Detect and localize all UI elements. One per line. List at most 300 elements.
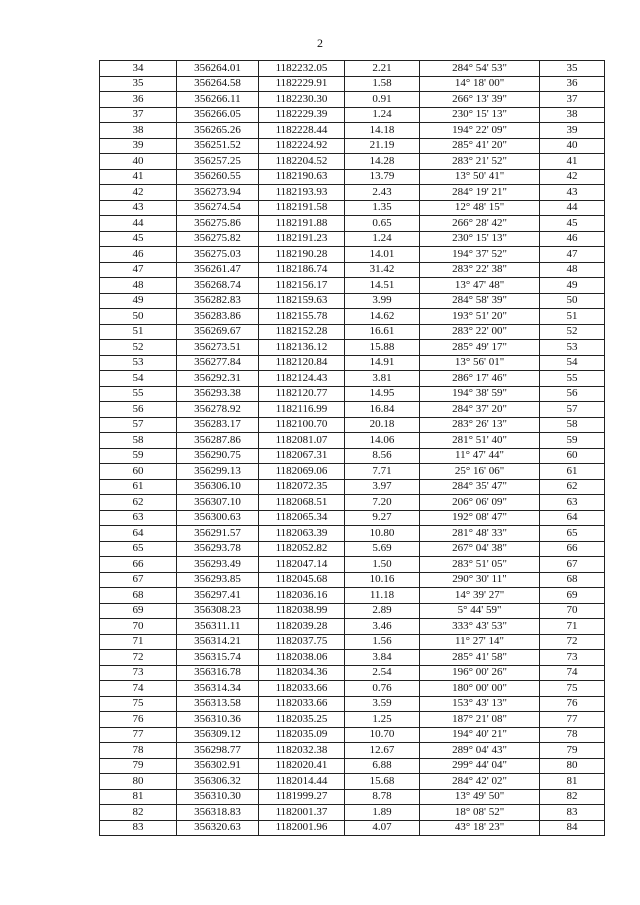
distance-cell: 15.88 xyxy=(345,340,420,356)
next-point-cell: 64 xyxy=(540,510,605,526)
point-number-cell: 73 xyxy=(100,665,177,681)
y-coordinate-cell: 1182232.05 xyxy=(259,61,345,77)
y-coordinate-cell: 1182034.36 xyxy=(259,665,345,681)
y-coordinate-cell: 1182120.77 xyxy=(259,386,345,402)
distance-cell: 31.42 xyxy=(345,262,420,278)
table-row xyxy=(100,123,605,139)
point-number-cell: 70 xyxy=(100,619,177,635)
bearing-cell: 266° 28' 42" xyxy=(420,216,540,232)
point-number-cell: 39 xyxy=(100,138,177,154)
next-point-cell: 53 xyxy=(540,340,605,356)
y-coordinate-cell: 1182081.07 xyxy=(259,433,345,449)
table-row xyxy=(100,340,605,356)
point-number-cell: 40 xyxy=(100,154,177,170)
point-number-cell: 37 xyxy=(100,107,177,123)
next-point-cell: 83 xyxy=(540,805,605,821)
x-coordinate-cell: 356310.30 xyxy=(177,789,259,805)
distance-cell: 1.89 xyxy=(345,805,420,821)
distance-cell: 21.19 xyxy=(345,138,420,154)
bearing-cell: 11° 27' 14" xyxy=(420,634,540,650)
point-number-cell: 36 xyxy=(100,92,177,108)
bearing-cell: 11° 47' 44" xyxy=(420,448,540,464)
x-coordinate-cell: 356293.38 xyxy=(177,386,259,402)
point-number-cell: 69 xyxy=(100,603,177,619)
point-number-cell: 77 xyxy=(100,727,177,743)
y-coordinate-cell: 1182224.92 xyxy=(259,138,345,154)
distance-cell: 10.16 xyxy=(345,572,420,588)
table-row xyxy=(100,603,605,619)
point-number-cell: 55 xyxy=(100,386,177,402)
y-coordinate-cell: 1182193.93 xyxy=(259,185,345,201)
point-number-cell: 44 xyxy=(100,216,177,232)
table-row xyxy=(100,355,605,371)
x-coordinate-cell: 356320.63 xyxy=(177,820,259,836)
distance-cell: 0.91 xyxy=(345,92,420,108)
bearing-cell: 283° 21' 52" xyxy=(420,154,540,170)
distance-cell: 10.80 xyxy=(345,526,420,542)
bearing-cell: 194° 37' 52" xyxy=(420,247,540,263)
y-coordinate-cell: 1181999.27 xyxy=(259,789,345,805)
next-point-cell: 47 xyxy=(540,247,605,263)
bearing-cell: 194° 40' 21" xyxy=(420,727,540,743)
next-point-cell: 50 xyxy=(540,293,605,309)
next-point-cell: 66 xyxy=(540,541,605,557)
x-coordinate-cell: 356306.10 xyxy=(177,479,259,495)
x-coordinate-cell: 356265.26 xyxy=(177,123,259,139)
next-point-cell: 46 xyxy=(540,231,605,247)
x-coordinate-cell: 356297.41 xyxy=(177,588,259,604)
table-row xyxy=(100,495,605,511)
table-row xyxy=(100,92,605,108)
y-coordinate-cell: 1182068.51 xyxy=(259,495,345,511)
next-point-cell: 56 xyxy=(540,386,605,402)
next-point-cell: 72 xyxy=(540,634,605,650)
distance-cell: 0.76 xyxy=(345,681,420,697)
next-point-cell: 51 xyxy=(540,309,605,325)
distance-cell: 3.99 xyxy=(345,293,420,309)
table-row xyxy=(100,293,605,309)
table-row xyxy=(100,820,605,836)
distance-cell: 6.88 xyxy=(345,758,420,774)
table-row xyxy=(100,758,605,774)
bearing-cell: 206° 06' 09" xyxy=(420,495,540,511)
bearing-cell: 267° 04' 38" xyxy=(420,541,540,557)
point-number-cell: 83 xyxy=(100,820,177,836)
distance-cell: 0.65 xyxy=(345,216,420,232)
x-coordinate-cell: 356283.86 xyxy=(177,309,259,325)
x-coordinate-cell: 356316.78 xyxy=(177,665,259,681)
x-coordinate-cell: 356293.78 xyxy=(177,541,259,557)
bearing-cell: 12° 48' 15" xyxy=(420,200,540,216)
next-point-cell: 70 xyxy=(540,603,605,619)
point-number-cell: 46 xyxy=(100,247,177,263)
point-number-cell: 64 xyxy=(100,526,177,542)
next-point-cell: 45 xyxy=(540,216,605,232)
x-coordinate-cell: 356307.10 xyxy=(177,495,259,511)
y-coordinate-cell: 1182001.96 xyxy=(259,820,345,836)
y-coordinate-cell: 1182191.23 xyxy=(259,231,345,247)
x-coordinate-cell: 356269.67 xyxy=(177,324,259,340)
bearing-cell: 43° 18' 23" xyxy=(420,820,540,836)
x-coordinate-cell: 356302.91 xyxy=(177,758,259,774)
table-row xyxy=(100,200,605,216)
x-coordinate-cell: 356260.55 xyxy=(177,169,259,185)
y-coordinate-cell: 1182136.12 xyxy=(259,340,345,356)
y-coordinate-cell: 1182190.63 xyxy=(259,169,345,185)
point-number-cell: 61 xyxy=(100,479,177,495)
next-point-cell: 79 xyxy=(540,743,605,759)
bearing-cell: 283° 51' 05" xyxy=(420,557,540,573)
table-row xyxy=(100,169,605,185)
distance-cell: 3.84 xyxy=(345,650,420,666)
point-number-cell: 50 xyxy=(100,309,177,325)
bearing-cell: 230° 15' 13" xyxy=(420,107,540,123)
distance-cell: 14.91 xyxy=(345,355,420,371)
distance-cell: 5.69 xyxy=(345,541,420,557)
table-row xyxy=(100,650,605,666)
x-coordinate-cell: 356310.36 xyxy=(177,712,259,728)
page-number: 2 xyxy=(317,36,323,50)
y-coordinate-cell: 1182116.99 xyxy=(259,402,345,418)
x-coordinate-cell: 356300.63 xyxy=(177,510,259,526)
next-point-cell: 60 xyxy=(540,448,605,464)
point-number-cell: 72 xyxy=(100,650,177,666)
y-coordinate-cell: 1182204.52 xyxy=(259,154,345,170)
distance-cell: 2.89 xyxy=(345,603,420,619)
bearing-cell: 180° 00' 00" xyxy=(420,681,540,697)
x-coordinate-cell: 356318.83 xyxy=(177,805,259,821)
distance-cell: 14.18 xyxy=(345,123,420,139)
next-point-cell: 37 xyxy=(540,92,605,108)
distance-cell: 20.18 xyxy=(345,417,420,433)
distance-cell: 15.68 xyxy=(345,774,420,790)
y-coordinate-cell: 1182037.75 xyxy=(259,634,345,650)
distance-cell: 14.95 xyxy=(345,386,420,402)
x-coordinate-cell: 356268.74 xyxy=(177,278,259,294)
distance-cell: 7.20 xyxy=(345,495,420,511)
bearing-cell: 13° 56' 01" xyxy=(420,355,540,371)
distance-cell: 1.50 xyxy=(345,557,420,573)
next-point-cell: 36 xyxy=(540,76,605,92)
point-number-cell: 65 xyxy=(100,541,177,557)
table-row xyxy=(100,371,605,387)
x-coordinate-cell: 356266.11 xyxy=(177,92,259,108)
distance-cell: 1.58 xyxy=(345,76,420,92)
bearing-cell: 284° 37' 20" xyxy=(420,402,540,418)
x-coordinate-cell: 356309.12 xyxy=(177,727,259,743)
table-row xyxy=(100,805,605,821)
table-row xyxy=(100,479,605,495)
point-number-cell: 42 xyxy=(100,185,177,201)
x-coordinate-cell: 356275.82 xyxy=(177,231,259,247)
point-number-cell: 76 xyxy=(100,712,177,728)
x-coordinate-cell: 356261.47 xyxy=(177,262,259,278)
table-row xyxy=(100,262,605,278)
x-coordinate-cell: 356275.03 xyxy=(177,247,259,263)
y-coordinate-cell: 1182230.30 xyxy=(259,92,345,108)
bearing-cell: 333° 43' 53" xyxy=(420,619,540,635)
x-coordinate-cell: 356257.25 xyxy=(177,154,259,170)
point-number-cell: 52 xyxy=(100,340,177,356)
distance-cell: 8.56 xyxy=(345,448,420,464)
point-number-cell: 47 xyxy=(100,262,177,278)
point-number-cell: 51 xyxy=(100,324,177,340)
bearing-cell: 153° 43' 13" xyxy=(420,696,540,712)
next-point-cell: 68 xyxy=(540,572,605,588)
x-coordinate-cell: 356290.75 xyxy=(177,448,259,464)
next-point-cell: 73 xyxy=(540,650,605,666)
table-row xyxy=(100,76,605,92)
y-coordinate-cell: 1182190.28 xyxy=(259,247,345,263)
x-coordinate-cell: 356315.74 xyxy=(177,650,259,666)
table-row xyxy=(100,681,605,697)
point-number-cell: 62 xyxy=(100,495,177,511)
y-coordinate-cell: 1182032.38 xyxy=(259,743,345,759)
next-point-cell: 39 xyxy=(540,123,605,139)
x-coordinate-cell: 356292.31 xyxy=(177,371,259,387)
distance-cell: 9.27 xyxy=(345,510,420,526)
point-number-cell: 56 xyxy=(100,402,177,418)
next-point-cell: 80 xyxy=(540,758,605,774)
table-row xyxy=(100,386,605,402)
bearing-cell: 281° 51' 40" xyxy=(420,433,540,449)
y-coordinate-cell: 1182039.28 xyxy=(259,619,345,635)
x-coordinate-cell: 356264.58 xyxy=(177,76,259,92)
coordinates-table-body xyxy=(100,61,605,836)
distance-cell: 3.97 xyxy=(345,479,420,495)
y-coordinate-cell: 1182065.34 xyxy=(259,510,345,526)
distance-cell: 2.43 xyxy=(345,185,420,201)
table-row xyxy=(100,448,605,464)
bearing-cell: 284° 19' 21" xyxy=(420,185,540,201)
next-point-cell: 81 xyxy=(540,774,605,790)
table-row xyxy=(100,619,605,635)
y-coordinate-cell: 1182014.44 xyxy=(259,774,345,790)
point-number-cell: 49 xyxy=(100,293,177,309)
bearing-cell: 290° 30' 11" xyxy=(420,572,540,588)
y-coordinate-cell: 1182152.28 xyxy=(259,324,345,340)
next-point-cell: 62 xyxy=(540,479,605,495)
table-row xyxy=(100,743,605,759)
table-row xyxy=(100,557,605,573)
next-point-cell: 75 xyxy=(540,681,605,697)
next-point-cell: 58 xyxy=(540,417,605,433)
x-coordinate-cell: 356308.23 xyxy=(177,603,259,619)
bearing-cell: 18° 08' 52" xyxy=(420,805,540,821)
distance-cell: 3.81 xyxy=(345,371,420,387)
bearing-cell: 193° 51' 20" xyxy=(420,309,540,325)
x-coordinate-cell: 356278.92 xyxy=(177,402,259,418)
bearing-cell: 194° 38' 59" xyxy=(420,386,540,402)
distance-cell: 14.28 xyxy=(345,154,420,170)
bearing-cell: 13° 47' 48" xyxy=(420,278,540,294)
next-point-cell: 61 xyxy=(540,464,605,480)
y-coordinate-cell: 1182047.14 xyxy=(259,557,345,573)
distance-cell: 4.07 xyxy=(345,820,420,836)
next-point-cell: 65 xyxy=(540,526,605,542)
y-coordinate-cell: 1182038.99 xyxy=(259,603,345,619)
point-number-cell: 38 xyxy=(100,123,177,139)
point-number-cell: 48 xyxy=(100,278,177,294)
bearing-cell: 192° 08' 47" xyxy=(420,510,540,526)
bearing-cell: 13° 50' 41" xyxy=(420,169,540,185)
next-point-cell: 49 xyxy=(540,278,605,294)
point-number-cell: 80 xyxy=(100,774,177,790)
next-point-cell: 54 xyxy=(540,355,605,371)
table-row xyxy=(100,541,605,557)
table-row xyxy=(100,588,605,604)
point-number-cell: 75 xyxy=(100,696,177,712)
point-number-cell: 35 xyxy=(100,76,177,92)
point-number-cell: 34 xyxy=(100,61,177,77)
point-number-cell: 43 xyxy=(100,200,177,216)
bearing-cell: 286° 17' 46" xyxy=(420,371,540,387)
x-coordinate-cell: 356314.21 xyxy=(177,634,259,650)
x-coordinate-cell: 356293.85 xyxy=(177,572,259,588)
table-row xyxy=(100,278,605,294)
next-point-cell: 69 xyxy=(540,588,605,604)
distance-cell: 2.54 xyxy=(345,665,420,681)
bearing-cell: 284° 35' 47" xyxy=(420,479,540,495)
table-row xyxy=(100,789,605,805)
next-point-cell: 59 xyxy=(540,433,605,449)
point-number-cell: 45 xyxy=(100,231,177,247)
bearing-cell: 284° 54' 53" xyxy=(420,61,540,77)
distance-cell: 1.25 xyxy=(345,712,420,728)
next-point-cell: 57 xyxy=(540,402,605,418)
point-number-cell: 79 xyxy=(100,758,177,774)
bearing-cell: 284° 42' 02" xyxy=(420,774,540,790)
x-coordinate-cell: 356291.57 xyxy=(177,526,259,542)
distance-cell: 1.24 xyxy=(345,107,420,123)
point-number-cell: 59 xyxy=(100,448,177,464)
table-row xyxy=(100,247,605,263)
table-row xyxy=(100,696,605,712)
y-coordinate-cell: 1182067.31 xyxy=(259,448,345,464)
point-number-cell: 74 xyxy=(100,681,177,697)
y-coordinate-cell: 1182045.68 xyxy=(259,572,345,588)
next-point-cell: 38 xyxy=(540,107,605,123)
x-coordinate-cell: 356314.34 xyxy=(177,681,259,697)
x-coordinate-cell: 356274.54 xyxy=(177,200,259,216)
y-coordinate-cell: 1182001.37 xyxy=(259,805,345,821)
y-coordinate-cell: 1182036.16 xyxy=(259,588,345,604)
table-row xyxy=(100,402,605,418)
table-row xyxy=(100,309,605,325)
next-point-cell: 67 xyxy=(540,557,605,573)
bearing-cell: 284° 58' 39" xyxy=(420,293,540,309)
bearing-cell: 285° 41' 20" xyxy=(420,138,540,154)
table-row xyxy=(100,712,605,728)
next-point-cell: 71 xyxy=(540,619,605,635)
table-row xyxy=(100,433,605,449)
x-coordinate-cell: 356282.83 xyxy=(177,293,259,309)
coordinates-table xyxy=(99,60,605,836)
y-coordinate-cell: 1182072.35 xyxy=(259,479,345,495)
bearing-cell: 266° 13' 39" xyxy=(420,92,540,108)
y-coordinate-cell: 1182191.88 xyxy=(259,216,345,232)
point-number-cell: 63 xyxy=(100,510,177,526)
distance-cell: 11.18 xyxy=(345,588,420,604)
distance-cell: 10.70 xyxy=(345,727,420,743)
distance-cell: 7.71 xyxy=(345,464,420,480)
bearing-cell: 285° 41' 58" xyxy=(420,650,540,666)
next-point-cell: 42 xyxy=(540,169,605,185)
distance-cell: 1.35 xyxy=(345,200,420,216)
point-number-cell: 81 xyxy=(100,789,177,805)
point-number-cell: 67 xyxy=(100,572,177,588)
distance-cell: 12.67 xyxy=(345,743,420,759)
table-row xyxy=(100,185,605,201)
y-coordinate-cell: 1182100.70 xyxy=(259,417,345,433)
bearing-cell: 5° 44' 59" xyxy=(420,603,540,619)
x-coordinate-cell: 356283.17 xyxy=(177,417,259,433)
point-number-cell: 82 xyxy=(100,805,177,821)
table-row xyxy=(100,154,605,170)
bearing-cell: 283° 22' 00" xyxy=(420,324,540,340)
x-coordinate-cell: 356275.86 xyxy=(177,216,259,232)
table-row xyxy=(100,138,605,154)
y-coordinate-cell: 1182038.06 xyxy=(259,650,345,666)
point-number-cell: 58 xyxy=(100,433,177,449)
y-coordinate-cell: 1182033.66 xyxy=(259,681,345,697)
x-coordinate-cell: 356266.05 xyxy=(177,107,259,123)
x-coordinate-cell: 356293.49 xyxy=(177,557,259,573)
bearing-cell: 14° 18' 00" xyxy=(420,76,540,92)
bearing-cell: 14° 39' 27" xyxy=(420,588,540,604)
x-coordinate-cell: 356277.84 xyxy=(177,355,259,371)
point-number-cell: 71 xyxy=(100,634,177,650)
point-number-cell: 54 xyxy=(100,371,177,387)
table-row xyxy=(100,61,605,77)
table-row xyxy=(100,526,605,542)
distance-cell: 3.46 xyxy=(345,619,420,635)
y-coordinate-cell: 1182124.43 xyxy=(259,371,345,387)
next-point-cell: 76 xyxy=(540,696,605,712)
distance-cell: 2.21 xyxy=(345,61,420,77)
table-row xyxy=(100,231,605,247)
table-row xyxy=(100,464,605,480)
y-coordinate-cell: 1182020.41 xyxy=(259,758,345,774)
point-number-cell: 60 xyxy=(100,464,177,480)
next-point-cell: 43 xyxy=(540,185,605,201)
next-point-cell: 78 xyxy=(540,727,605,743)
next-point-cell: 74 xyxy=(540,665,605,681)
bearing-cell: 283° 26' 13" xyxy=(420,417,540,433)
y-coordinate-cell: 1182229.39 xyxy=(259,107,345,123)
table-row xyxy=(100,324,605,340)
bearing-cell: 281° 48' 33" xyxy=(420,526,540,542)
y-coordinate-cell: 1182035.25 xyxy=(259,712,345,728)
next-point-cell: 52 xyxy=(540,324,605,340)
point-number-cell: 66 xyxy=(100,557,177,573)
distance-cell: 14.06 xyxy=(345,433,420,449)
x-coordinate-cell: 356287.86 xyxy=(177,433,259,449)
bearing-cell: 283° 22' 38" xyxy=(420,262,540,278)
y-coordinate-cell: 1182052.82 xyxy=(259,541,345,557)
table-row xyxy=(100,107,605,123)
bearing-cell: 230° 15' 13" xyxy=(420,231,540,247)
point-number-cell: 57 xyxy=(100,417,177,433)
point-number-cell: 53 xyxy=(100,355,177,371)
x-coordinate-cell: 356306.32 xyxy=(177,774,259,790)
bearing-cell: 194° 22' 09" xyxy=(420,123,540,139)
x-coordinate-cell: 356298.77 xyxy=(177,743,259,759)
table-row xyxy=(100,510,605,526)
bearing-cell: 299° 44' 04" xyxy=(420,758,540,774)
next-point-cell: 55 xyxy=(540,371,605,387)
bearing-cell: 25° 16' 06" xyxy=(420,464,540,480)
